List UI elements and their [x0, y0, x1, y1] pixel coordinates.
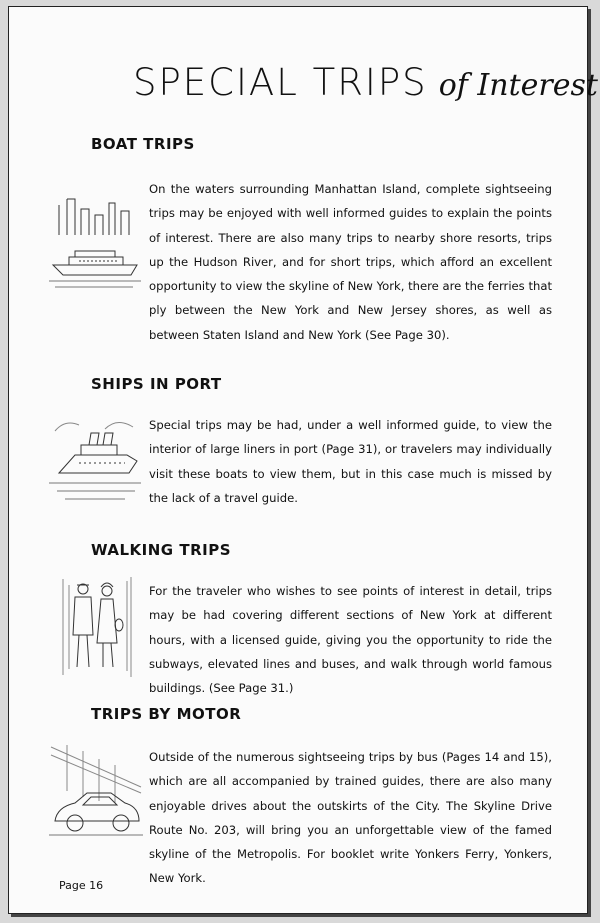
page-title-main: SPECIAL TRIPS: [133, 61, 428, 104]
page-number: Page 16: [59, 879, 104, 892]
walking-trips-text: For the traveler who wishes to see points of interest in detail, trips may be had covering different sections of New York at different hours, with a licensed guide, giving you the opportunity to ride the subways, elevated lines and buses, and walk through world famous buildings. (See Page 31.): [149, 584, 552, 696]
walking-couple-icon: [59, 575, 135, 679]
car-bridge-icon: [47, 741, 145, 841]
ships-in-port-text: Special trips may be had, under a well informed guide, to view the interior of large liners in port (Page 31), or travelers may individually visit these boats to view them, but in this case much is missed by the lack of a travel guide.: [149, 418, 552, 505]
page-title-script: of Interest: [438, 68, 598, 103]
heading-boat-trips: BOAT TRIPS: [91, 135, 195, 153]
page-title: [133, 61, 598, 104]
skyline-boat-icon: [45, 195, 145, 295]
heading-trips-by-motor: TRIPS BY MOTOR: [91, 705, 242, 723]
trips-by-motor-text: Outside of the numerous sightseeing trips by bus (Pages 14 and 15), which are all accompanied by trained guides, there are also many enjoyable drives about the outskirts of the City. The Skyline Drive Route No. 203, will bring you an unforgettable view of the famed skyline of the Metropolis. For booklet write Yonkers Ferry, Yonkers, New York.: [149, 750, 552, 886]
heading-walking-trips: WALKING TRIPS: [91, 541, 231, 559]
heading-ships-in-port: SHIPS IN PORT: [91, 375, 222, 393]
ocean-liner-icon: [45, 411, 145, 505]
boat-trips-text: On the waters surrounding Manhattan Island, complete sightseeing trips may be enjoyed with well informed guides to explain the points of interest. There are also many trips to nearby shore resorts, trips up the Hudson River, and for short trips, which afford an excellent opportunity to view the skyline of New York, there are the ferries that ply between the New York and New Jersey shores, as well as between Staten Island and New York (See Page 30).: [149, 182, 552, 342]
brochure-page: [8, 6, 598, 914]
